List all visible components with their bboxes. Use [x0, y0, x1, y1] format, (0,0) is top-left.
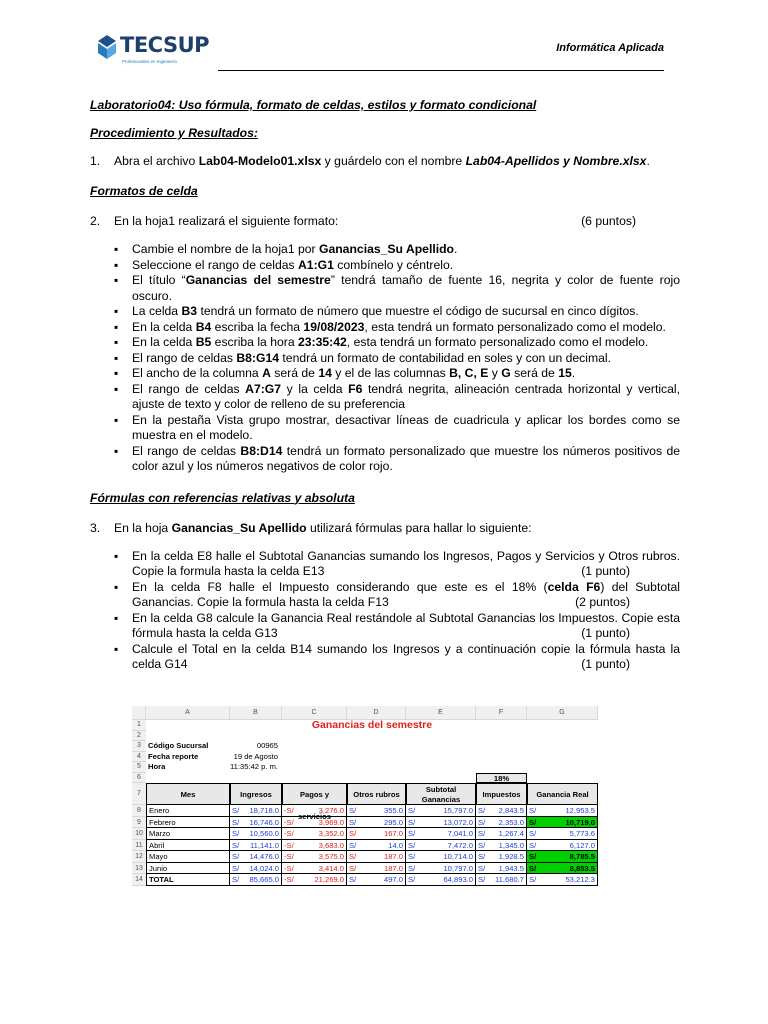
value-cell [282, 828, 347, 840]
value-cell [527, 851, 598, 863]
format-bullet: ▪ El ancho de la columna A será de 14 y el de las columnas B, C, E y G será de 15. [114, 366, 680, 382]
value-cell [527, 817, 598, 829]
currency-symbol: -S/ [284, 840, 294, 850]
currency-symbol: S/ [232, 806, 240, 815]
value-cell [347, 840, 406, 852]
value-cell [527, 805, 598, 817]
format-bullet: ▪ El título “Ganancias del semestre” tendrá tamaño de fuente 16, negrita y color de fuente rojo oscuro. [114, 273, 680, 304]
value-cell [230, 805, 282, 817]
cell-value: 2,353.0 [498, 817, 524, 827]
currency-symbol: S/ [408, 829, 416, 838]
currency-symbol: S/ [408, 852, 416, 861]
section-procedure: Procedimiento y Resultados: [90, 126, 258, 140]
month-cell: Mayo [146, 851, 230, 863]
currency-symbol: S/ [349, 806, 357, 815]
currency-symbol: S/ [478, 829, 486, 838]
currency-symbol: S/ [232, 875, 240, 884]
row-header: 2 [132, 731, 146, 742]
cell-value: 3,414.0 [318, 863, 344, 873]
cell-value: 1,345.0 [498, 840, 524, 850]
cell-value: 10,714.0 [443, 852, 473, 861]
course-name: Informática Aplicada [556, 42, 664, 54]
value-cell [282, 805, 347, 817]
row-header: 12 [132, 851, 146, 863]
spreadsheet-image [132, 706, 598, 918]
format-bullet: ▪ Seleccione el rango de celdas A1:G1 combínelo y céntrelo. [114, 258, 680, 274]
value-cell [347, 863, 406, 875]
cell-value: 15,797.0 [443, 806, 473, 815]
cell-value: 1,267.4 [498, 829, 524, 838]
value-cell [230, 840, 282, 852]
sheet-corner [132, 706, 146, 720]
value-cell [476, 840, 527, 852]
cell-value: 18,718.0 [249, 806, 279, 815]
month-cell: Abril [146, 840, 230, 852]
value-cell [476, 817, 527, 829]
column-header: D [347, 706, 406, 720]
row-header: 1 [132, 720, 146, 731]
info-label: Hora [148, 762, 166, 771]
value-cell [230, 828, 282, 840]
format-bullet: ▪ El rango de celdas B8:D14 tendrá un formato personalizado que muestre los números positivos de color azul y los números negativos de color rojo. [114, 444, 680, 475]
value-cell [230, 851, 282, 863]
month-cell: TOTAL [146, 874, 230, 886]
cell-value: 14,476.0 [249, 852, 279, 861]
currency-symbol: S/ [232, 829, 240, 838]
value-cell [282, 874, 347, 886]
section-formats: Formatos de celda [90, 184, 198, 198]
value-cell [282, 817, 347, 829]
sheet-title: Ganancias del semestre [311, 719, 433, 731]
tecsup-logo [94, 30, 214, 70]
cell-value: 3,969.0 [318, 817, 344, 827]
cell-value: 7,041.0 [447, 829, 473, 838]
value-cell [230, 817, 282, 829]
value-cell [347, 874, 406, 886]
cell-value: 12,953.5 [565, 806, 595, 815]
cell-value: 295.0 [383, 817, 403, 827]
info-label: Fecha reporte [148, 751, 199, 761]
header-divider [218, 70, 664, 71]
document-body [90, 98, 680, 673]
formula-bullet: ▪ Calcule el Total en la celda B14 sumando los Ingresos y a continuación copie la fórmula hasta la celda G14 (1 punto) [114, 642, 680, 673]
currency-symbol: S/ [529, 817, 537, 827]
column-header: C [282, 706, 347, 720]
value-cell [347, 817, 406, 829]
currency-symbol: S/ [478, 875, 486, 884]
value-cell [406, 863, 476, 875]
currency-symbol: S/ [529, 829, 537, 838]
value-cell [347, 828, 406, 840]
format-bullet: ▪ Cambie el nombre de la hoja1 por Ganancias_Su Apellido. [114, 242, 680, 258]
cell-value: 6,127.0 [569, 840, 595, 850]
currency-symbol: S/ [349, 829, 357, 838]
currency-symbol: S/ [478, 806, 486, 815]
table-header: Impuestos [476, 783, 527, 805]
bullet-points: (1 punto) [581, 564, 630, 578]
cell-value: 10,797.0 [443, 863, 473, 873]
row-header: 7 [132, 783, 146, 805]
cell-value: 64,893.0 [443, 875, 473, 884]
currency-symbol: S/ [408, 840, 416, 850]
value-cell [406, 817, 476, 829]
column-header: G [527, 706, 598, 720]
format-bullet: ▪ La celda B3 tendrá un formato de número que muestre el código de sucursal en cinco dígitos. [114, 304, 680, 320]
currency-symbol: S/ [529, 840, 537, 850]
value-cell [282, 851, 347, 863]
currency-symbol: -S/ [284, 863, 294, 873]
currency-symbol: S/ [408, 863, 416, 873]
value-cell [347, 805, 406, 817]
step-2-bullets [114, 242, 680, 475]
page-header [94, 30, 664, 72]
cell-value: 1,928.5 [498, 852, 524, 861]
currency-symbol: S/ [478, 840, 486, 850]
value-cell [476, 851, 527, 863]
value-cell [406, 828, 476, 840]
value-cell [282, 840, 347, 852]
month-cell: Febrero [146, 817, 230, 829]
bullet-points: (1 punto) [581, 657, 630, 671]
value-cell [476, 828, 527, 840]
logo-mark-icon [94, 33, 120, 61]
currency-symbol: S/ [408, 806, 416, 815]
month-cell: Marzo [146, 828, 230, 840]
currency-symbol: S/ [349, 852, 357, 861]
column-header: E [406, 706, 476, 720]
currency-symbol: -S/ [284, 829, 294, 838]
value-cell [282, 863, 347, 875]
step-3: 3. En la hoja Ganancias_Su Apellido utilizará fórmulas para hallar lo siguiente: [90, 520, 532, 535]
step-3-bullets [114, 549, 680, 673]
month-cell: Junio [146, 863, 230, 875]
currency-symbol: -S/ [284, 875, 294, 884]
cell-value: 5,773.6 [569, 829, 595, 838]
row-header: 3 [132, 741, 146, 752]
formula-bullet: ▪ En la celda G8 calcule la Ganancia Real restándole al Subtotal Ganancias los Impuestos. Copie esta fórmula hasta la celda G13 (1 punto) [114, 611, 680, 642]
value-cell [527, 828, 598, 840]
month-cell: Enero [146, 805, 230, 817]
currency-symbol: S/ [529, 863, 537, 873]
value-cell [476, 874, 527, 886]
step-2-points: (6 puntos) [581, 214, 636, 228]
column-header: F [476, 706, 527, 720]
row-header: 8 [132, 805, 146, 817]
formula-bullet: ▪ En la celda E8 halle el Subtotal Ganancias sumando los Ingresos, Pagos y Servicios y Otros rubros. Copie la formula hasta la celda E13 (1 punto) [114, 549, 680, 580]
value-cell [527, 863, 598, 875]
cell-value: 10,719.0 [565, 817, 595, 827]
currency-symbol: S/ [408, 875, 416, 884]
row-header: 10 [132, 828, 146, 840]
table-header: Mes [146, 783, 230, 805]
cell-value: 167.0 [383, 829, 403, 838]
cell-value: 85,665.0 [249, 875, 279, 884]
logo-subtitle: Profesionales en Ingeniería [122, 59, 177, 64]
currency-symbol: S/ [529, 806, 537, 815]
cell-value: 3,683.0 [318, 840, 344, 850]
column-header: A [146, 706, 230, 720]
cell-value: 3,276.0 [318, 806, 344, 815]
row-header: 5 [132, 762, 146, 773]
info-value: 19 de Agosto [233, 751, 278, 761]
row-header: 4 [132, 752, 146, 763]
row-header: 13 [132, 863, 146, 875]
currency-symbol: S/ [408, 817, 416, 827]
value-cell [230, 863, 282, 875]
value-cell [406, 851, 476, 863]
currency-symbol: S/ [529, 875, 537, 884]
table-header: Pagos y servicios [282, 783, 347, 805]
value-cell [406, 805, 476, 817]
cell-value: 11,141.0 [250, 840, 279, 850]
cell-value: 14.0 [388, 840, 403, 850]
value-cell [527, 840, 598, 852]
format-bullet: ▪ El rango de celdas B8:G14 tendrá un formato de contabilidad en soles y con un decimal. [114, 351, 680, 367]
currency-symbol: S/ [349, 875, 357, 884]
cell-value: 14,024.0 [249, 863, 279, 873]
currency-symbol: -S/ [284, 817, 294, 827]
row-header: 11 [132, 840, 146, 852]
cell-value: 53,212.3 [565, 875, 595, 884]
bullet-points: (2 puntos) [575, 595, 630, 609]
cell-value: 497.0 [383, 875, 403, 884]
format-bullet: ▪ El rango de celdas A7:G7 y la celda F6 tendrá negrita, alineación centrada horizontal y vertical, ajuste de texto y color de relleno de su preferencia [114, 382, 680, 413]
format-bullet: ▪ En la celda B4 escriba la fecha 19/08/2023, esta tendrá un formato personalizado como el modelo. [114, 320, 680, 336]
cell-value: 355.0 [383, 806, 403, 815]
table-header: Subtotal Ganancias [406, 783, 476, 805]
currency-symbol: S/ [478, 863, 486, 873]
lab-title: Laboratorio04: Uso fórmula, formato de celdas, estilos y formato condicional [90, 98, 537, 112]
value-cell [476, 805, 527, 817]
table-header: Otros rubros [347, 783, 406, 805]
value-cell [406, 840, 476, 852]
info-value: 11:35:42 p. m. [230, 762, 278, 771]
currency-symbol: S/ [529, 852, 537, 861]
cell-value: 13,072.0 [443, 817, 473, 827]
cell-value: 21,269.0 [314, 875, 344, 884]
table-header: Ganancia Real [527, 783, 598, 805]
row-header: 14 [132, 874, 146, 886]
currency-symbol: S/ [232, 817, 240, 827]
currency-symbol: S/ [478, 852, 486, 861]
currency-symbol: S/ [232, 852, 240, 861]
bullet-points: (1 punto) [581, 626, 630, 640]
column-header: B [230, 706, 282, 720]
currency-symbol: -S/ [284, 852, 294, 861]
currency-symbol: S/ [232, 863, 240, 873]
cell-value: 16,746.0 [249, 817, 279, 827]
value-cell [527, 874, 598, 886]
info-value: 00965 [256, 741, 278, 750]
currency-symbol: S/ [349, 863, 357, 873]
currency-symbol: S/ [349, 817, 357, 827]
cell-value: 8,785.5 [569, 852, 595, 861]
formula-bullet: ▪ En la celda F8 halle el Impuesto considerando que este es el 18% (celda F6) del Subtotal Ganancias. Copie la formula hasta la celda F13 (2 puntos) [114, 580, 680, 611]
currency-symbol: S/ [232, 840, 240, 850]
cell-value: 187.0 [383, 863, 403, 873]
cell-value: 10,560.0 [249, 829, 279, 838]
cell-value: 7,472.0 [447, 840, 473, 850]
cell-value: 3,352.0 [318, 829, 344, 838]
currency-symbol: S/ [478, 817, 486, 827]
section-formulas: Fórmulas con referencias relativas y absoluta [90, 490, 355, 505]
cell-value: 11,680.7 [495, 875, 524, 884]
table-header: Ingresos [230, 783, 282, 805]
row-header: 6 [132, 773, 146, 784]
cell-value: 187.0 [383, 852, 403, 861]
format-bullet: ▪ En la pestaña Vista grupo mostrar, desactivar líneas de cuadricula y aplicar los bordes como se muestra en el modelo. [114, 413, 680, 444]
cell-value: 3,575.0 [318, 852, 344, 861]
value-cell [230, 874, 282, 886]
step-1: 1. Abra el archivo Lab04-Modelo01.xlsx y guárdelo con el nombre Lab04-Apellidos y Nombre.xlsx. [90, 154, 650, 168]
currency-symbol: S/ [349, 840, 357, 850]
tax-rate-cell: 18% [476, 773, 527, 784]
value-cell [347, 851, 406, 863]
value-cell [406, 874, 476, 886]
cell-value: 2,843.5 [498, 806, 524, 815]
cell-value: 8,853.5 [569, 863, 595, 873]
step-2: 2. En la hoja1 realizará el siguiente formato: (6 puntos) [90, 214, 636, 228]
currency-symbol: -S/ [284, 806, 294, 815]
logo-text: TECSUP [120, 33, 210, 57]
value-cell [476, 863, 527, 875]
format-bullet: ▪ En la celda B5 escriba la hora 23:35:42, esta tendrá un formato personalizado como el modelo. [114, 335, 680, 351]
info-label: Código Sucursal [148, 741, 209, 750]
cell-value: 1,943.5 [498, 863, 524, 873]
row-header: 9 [132, 817, 146, 829]
